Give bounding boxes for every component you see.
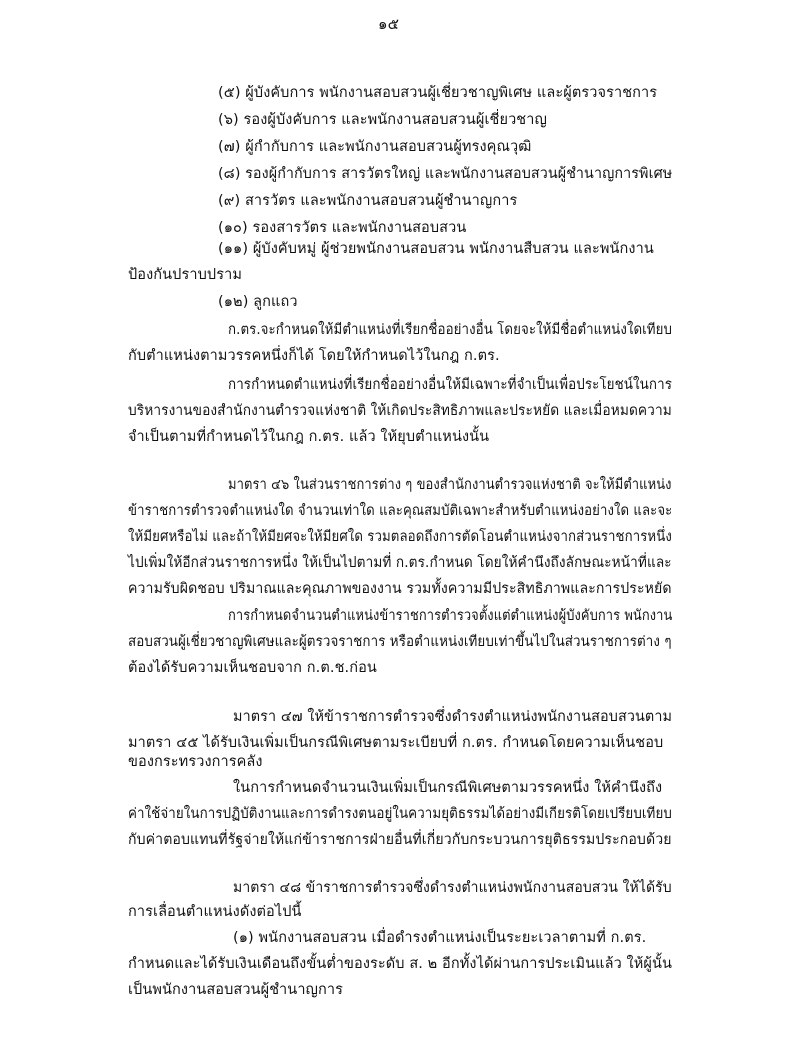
list-item: (๗) ผู้กำกับการ และพนักงานสอบสวนผู้ทรงคุณวุฒิ [218, 139, 532, 155]
paragraph-line: ก.ตร.จะกำหนดให้มีตำแหน่งที่เรียกชื่ออย่างอื่น โดยจะให้มีชื่อตำแหน่งใดเทียบ [228, 322, 673, 338]
paragraph-line: กับค่าตอบแทนที่รัฐจ่ายให้แก่ข้าราชการฝ่ายอื่นที่เกี่ยวกับกระบวนการยุติธรรมประกอบด้วย [128, 832, 672, 848]
paragraph-line: การกำหนดตำแหน่งที่เรียกชื่ออย่างอื่นให้มีเฉพาะที่จำเป็นเพื่อประโยชน์ในการ [228, 377, 672, 393]
list-item: (๖) รองผู้บังคับการ และพนักงานสอบสวนผู้เชี่ยวชาญ [218, 112, 547, 128]
paragraph-line: ค่าใช้จ่ายในการปฏิบัติงานและการดำรงตนอยู่ในความยุติธรรมได้อย่างมีเกียรติโดยเปรียบเทียบ [128, 806, 672, 822]
paragraph-line: การกำหนดจำนวนตำแหน่งข้าราชการตำรวจตั้งแต่ตำแหน่งผู้บังคับการ พนักงาน [228, 608, 673, 624]
paragraph-line: ให้มียศหรือไม่ และถ้าให้มียศจะให้มียศใด รวมตลอดถึงการตัดโอนตำแหน่งจากส่วนราชการหนึ่ง [128, 529, 672, 545]
list-item: (๙) สารวัตร และพนักงานสอบสวนผู้ชำนาญการ [218, 193, 518, 209]
paragraph-line: (๑) พนักงานสอบสวน เมื่อดำรงตำแหน่งเป็นระยะเวลาตามที่ ก.ตร. [233, 930, 647, 946]
paragraph-line: เป็นพนักงานสอบสวนผู้ชำนาญการ [128, 982, 344, 998]
paragraph-line: ของกระทรวงการคลัง [128, 754, 263, 770]
paragraph-line: ต้องได้รับความเห็นชอบจาก ก.ต.ช.ก่อน [128, 660, 377, 676]
list-item: (๘) รองผู้กำกับการ สารวัตรใหญ่ และพนักงานสอบสวนผู้ชำนาญการพิเศษ [218, 166, 673, 182]
page-number: ๑๕ [378, 15, 400, 33]
paragraph-line: มาตรา ๔๕ ได้รับเงินเพิ่มเป็นกรณีพิเศษตามระเบียบที่ ก.ตร. กำหนดโดยความเห็นชอบ [128, 735, 664, 751]
paragraph-line: สอบสวนผู้เชี่ยวชาญพิเศษและผู้ตรวจราชการ หรือตำแหน่งเทียบเท่าขึ้นไปในส่วนราชการต่าง ๆ [128, 634, 672, 650]
section-47-heading-line: มาตรา ๔๗ ให้ข้าราชการตำรวจซึ่งดำรงตำแหน่งพนักงานสอบสวนตาม [233, 709, 673, 725]
paragraph-line: บริหารงานของสำนักงานตำรวจแห่งชาติ ให้เกิดประสิทธิภาพและประหยัด และเมื่อหมดความ [128, 403, 672, 419]
list-item: (๕) ผู้บังคับการ พนักงานสอบสวนผู้เชี่ยวชาญพิเศษ และผู้ตรวจราชการ [218, 85, 658, 101]
paragraph-line: ความรับผิดชอบ ปริมาณและคุณภาพของงาน รวมทั้งความมีประสิทธิภาพและการประหยัด [128, 581, 672, 597]
section-46-heading-line: มาตรา ๔๖ ในส่วนราชการต่าง ๆ ของสำนักงานตำรวจแห่งชาติ จะให้มีตำแหน่ง [228, 477, 672, 493]
list-item-continuation: ป้องกันปราบปราม [128, 267, 243, 283]
paragraph-line: ไปเพิ่มให้อีกส่วนราชการหนึ่ง ให้เป็นไปตามที่ ก.ตร.กำหนด โดยให้คำนึงถึงลักษณะหน้าที่และ [128, 555, 672, 571]
list-item: (๑๒) ลูกแถว [218, 294, 298, 310]
paragraph-line: กำหนดและได้รับเงินเดือนถึงขั้นต่ำของระดับ ส. ๒ อีกทั้งได้ผ่านการประเมินแล้ว ให้ผู้นั้น [128, 956, 672, 972]
paragraph-line: กับตำแหน่งตามวรรคหนึ่งก็ได้ โดยให้กำหนดไว้ในกฎ ก.ตร. [128, 348, 500, 364]
paragraph-line: จำเป็นตามที่กำหนดไว้ในกฎ ก.ตร. แล้ว ให้ยุบตำแหน่งนั้น [128, 429, 490, 445]
section-48-heading-line: มาตรา ๔๘ ข้าราชการตำรวจซึ่งดำรงตำแหน่งพนักงานสอบสวน ให้ได้รับ [233, 880, 672, 896]
list-item: (๑๐) รองสารวัตร และพนักงานสอบสวน [218, 220, 467, 236]
paragraph-line: ข้าราชการตำรวจตำแหน่งใด จำนวนเท่าใด และคุณสมบัติเฉพาะสำหรับตำแหน่งอย่างใด และจะ [128, 503, 673, 519]
list-item: (๑๑) ผู้บังคับหมู่ ผู้ช่วยพนักงานสอบสวน พนักงานสืบสวน และพนักงาน [218, 241, 654, 257]
paragraph-line: ในการกำหนดจำนวนเงินเพิ่มเป็นกรณีพิเศษตามวรรคหนึ่ง ให้คำนึงถึง [233, 780, 663, 796]
paragraph-line: การเลื่อนตำแหน่งดังต่อไปนี้ [128, 904, 302, 920]
